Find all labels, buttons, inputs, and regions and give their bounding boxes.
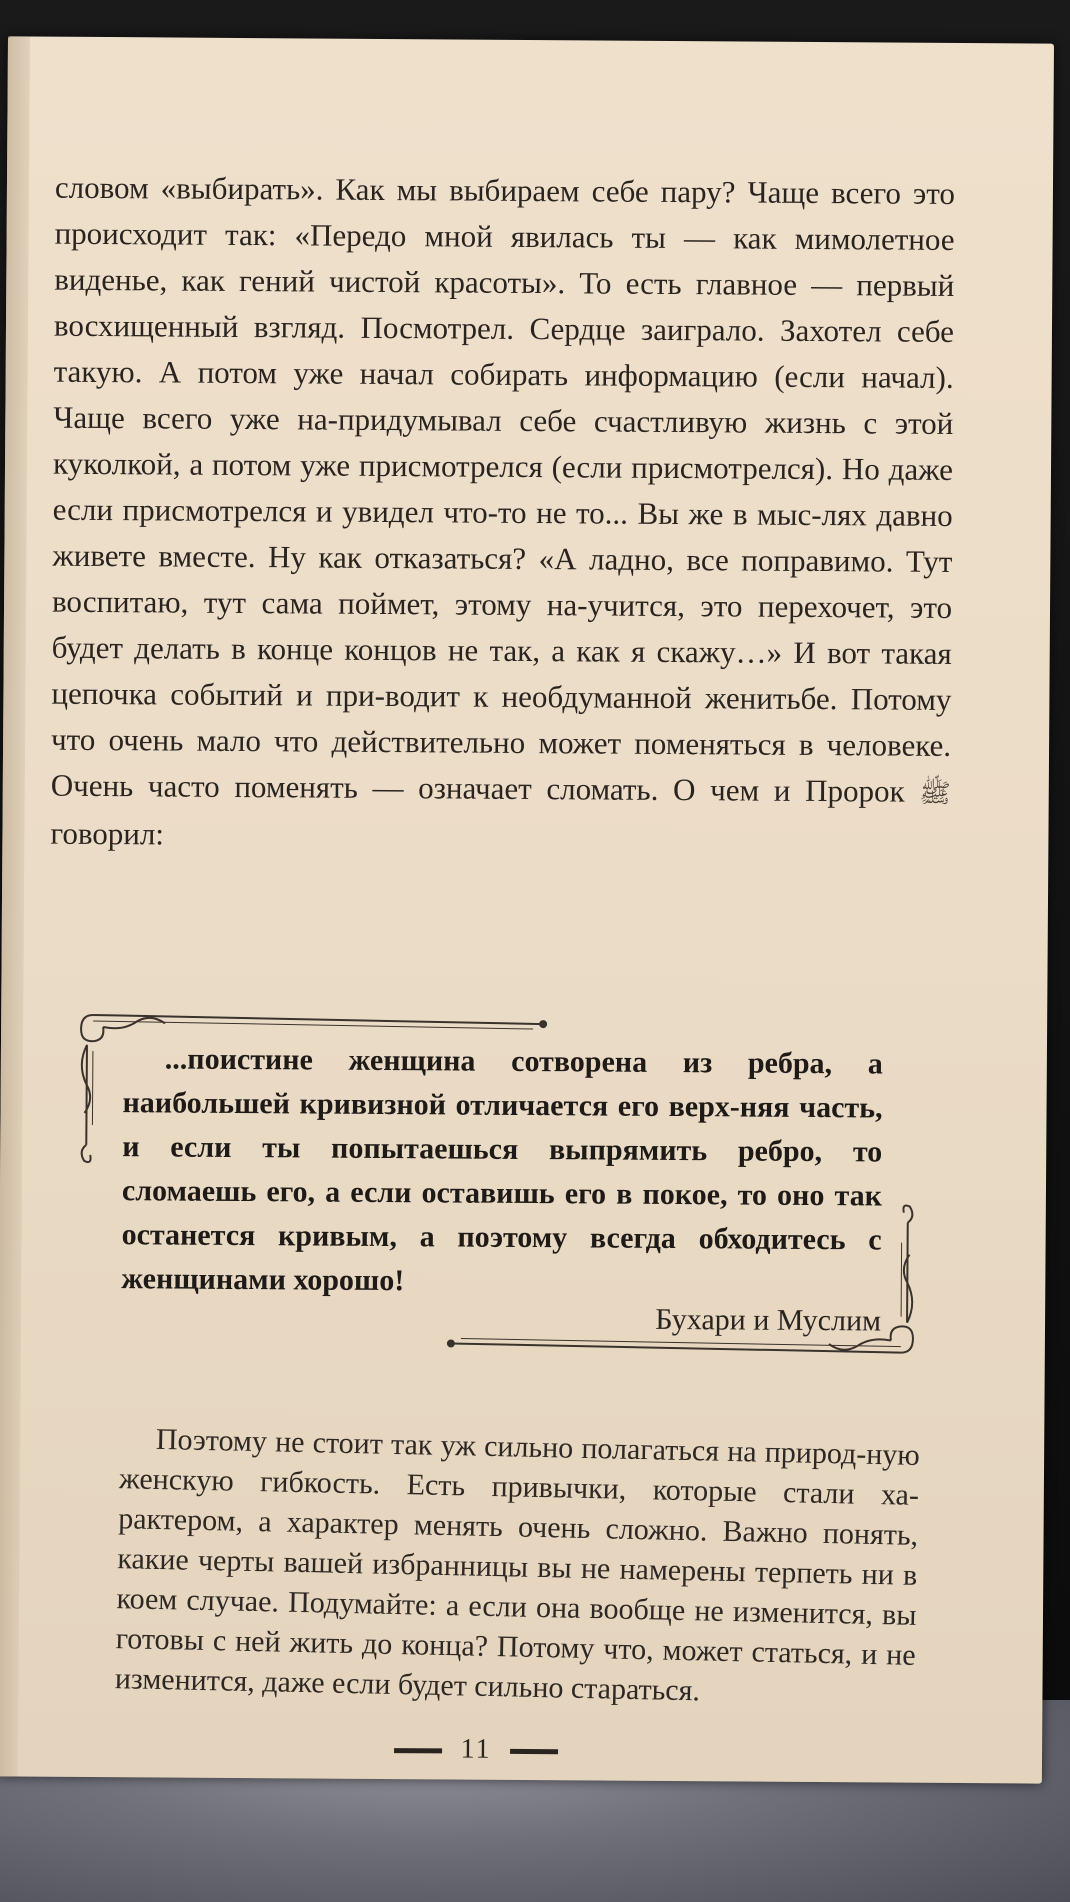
hadith-quote-body: ...поистине женщина сотворена из ребра, а наибольшей кривизной отличается его верх-няя часть, и если ты попытаешься выпрямить ребро, то сломаешь его, а если оставишь его в покое, то оно так останется кривым, а поэтому всегда обходитесь с женщинами хорошо!	[121, 1042, 883, 1298]
second-paragraph-text: Поэтому не стоит так уж сильно полагаться на природ-ную женскую гибкость. Есть привычки, которые стали ха-рактером, а характер менять очень сложно. Важно понять, какие черты вашей избранницы вы не намерены терпеть ни в коем случае. Подумайте: а если она вообще не изменится, вы готовы с ней жить до конца? Потому что, может статься, и не изменится, даже если будет сильно стараться.	[114, 1422, 921, 1708]
main-paragraph-text: словом «выбирать». Как мы выбираем себе пару? Чаще всего это происходит так: «Передо мной явилась ты — как мимолетное виденье, как гений чистой красоты». То есть главное — первый восхищенный взгляд. Посмотрел. Сердце заиграло. Захотел себе такую. А потом уже начал собирать информацию (если начал). Чаще всего уже на-придумывал себе счастливую жизнь с этой куколкой, а потом уже присмотрелся (если присмотрелся). Но даже если присмотрелся и увидел что-то не то... Вы же в мыс-лях давно живете вместе. Ну как отказаться? «А ладно, все поправимо. Тут воспитаю, тут сама поймет, этому на-учится, это перехочет, это будет делать в конце концов не так, а как я скажу…» И вот такая цепочка событий и при-водит к необдуманной женитьбе. Потому что очень мало что действительно может поменяться в человеке. Очень часто поменять — означает сломать. О чем и Пророк	[50, 169, 956, 809]
salawat-symbol: ﷺ	[919, 778, 951, 808]
page-number	[0, 1730, 956, 1769]
second-paragraph	[114, 1419, 920, 1716]
page-number-value: 11	[460, 1733, 492, 1765]
main-paragraph-ending: говорил:	[50, 815, 165, 852]
page-edge-shadow	[0, 36, 30, 1776]
page-number-dash-right	[511, 1749, 559, 1754]
hadith-quote-text	[121, 1037, 883, 1306]
main-paragraph	[50, 165, 955, 863]
book-page	[0, 36, 1054, 1783]
hadith-source: Бухари и Муслим	[655, 1302, 882, 1338]
hadith-quote-frame	[71, 995, 924, 1373]
page-number-dash-left	[394, 1748, 442, 1753]
